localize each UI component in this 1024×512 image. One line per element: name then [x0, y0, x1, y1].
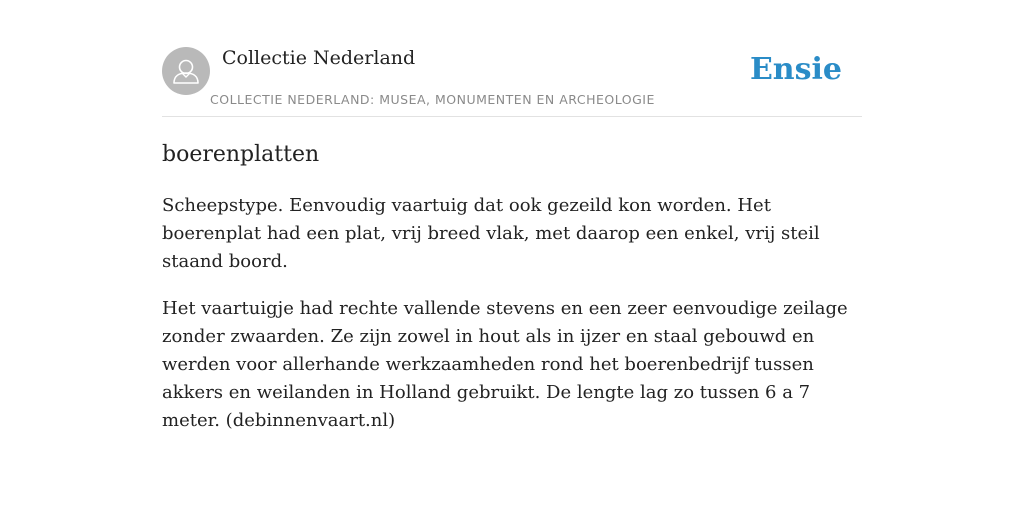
user-silhouette-icon	[162, 47, 210, 95]
definition-paragraph: Scheepstype. Eenvoudig vaartuig dat ook gezeild kon worden. Het boerenplat had een plat, vrij breed vlak, met daarop een enkel, vrij steil staand boord.	[162, 195, 820, 272]
entry-header	[162, 46, 862, 117]
source-collection[interactable]: COLLECTIE NEDERLAND: MUSEA, MONUMENTEN EN ARCHEOLOGIE	[210, 92, 655, 107]
brand-logo[interactable]: Ensie	[749, 52, 842, 87]
author-avatar[interactable]	[162, 47, 210, 95]
entry-definition	[162, 192, 862, 454]
entry-term-title: boerenplatten	[162, 142, 320, 167]
author-name[interactable]: Collectie Nederland	[222, 47, 416, 69]
definition-paragraph: Het vaartuigje had rechte vallende stevens en een zeer eenvoudige zeilage zonder zwaarden. Ze zijn zowel in hout als in ijzer en staal gebouwd en werden voor allerhande werkzaamheden rond het boerenbedrijf tussen akkers en weilanden in Holland gebruikt. De lengte lag zo tussen 6 a 7 meter. (debinnenvaart.nl)	[162, 298, 848, 431]
